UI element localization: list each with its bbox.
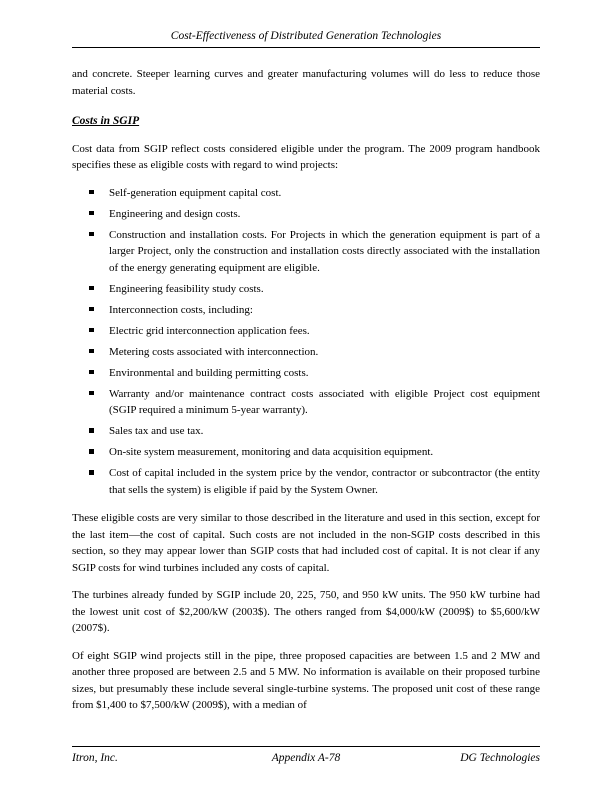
list-item xyxy=(72,365,540,382)
list-item xyxy=(72,185,540,202)
list-item xyxy=(72,302,540,319)
document-title: Cost-Effectiveness of Distributed Generation Technologies xyxy=(170,30,442,42)
list-item-text: Construction and installation costs. For Projects in which the generation equipment is part of a larger Project, only the construction and installation costs directly associated with the installation of the energy generating equipment are eligible. xyxy=(109,228,540,274)
list-item-text: Engineering and design costs. xyxy=(109,207,241,220)
list-item xyxy=(72,323,540,340)
page-header xyxy=(72,30,540,48)
list-item-text: Engineering feasibility study costs. xyxy=(109,282,264,295)
list-item xyxy=(72,227,540,277)
list-item xyxy=(72,465,540,498)
list-item-text: Metering costs associated with interconnection. xyxy=(109,345,319,358)
list-item xyxy=(72,423,540,440)
bullet-square-icon xyxy=(89,391,94,396)
bullet-square-icon xyxy=(89,428,94,433)
paragraph-intro: and concrete. Steeper learning curves and greater manufacturing volumes will do less to reduce those material costs. xyxy=(72,68,540,97)
page-content xyxy=(72,48,540,746)
footer-company: Itron, Inc. xyxy=(72,752,118,764)
bullet-square-icon xyxy=(89,286,94,291)
list-item-text: Cost of capital included in the system price by the vendor, contractor or subcontractor (the entity that sells the system) is eligible if paid by the System Owner. xyxy=(109,467,540,496)
list-item xyxy=(72,444,540,461)
footer-section: DG Technologies xyxy=(460,752,540,764)
list-item xyxy=(72,344,540,361)
list-item-text: Interconnection costs, including: xyxy=(109,303,253,316)
list-item xyxy=(72,386,540,419)
bullet-square-icon xyxy=(89,370,94,375)
section-heading-costs-in-sgip: Costs in SGIP xyxy=(72,115,140,127)
bullet-square-icon xyxy=(89,232,94,237)
bullet-square-icon xyxy=(89,349,94,354)
bullet-square-icon xyxy=(89,328,94,333)
bullet-square-icon xyxy=(89,449,94,454)
list-item-text: On-site system measurement, monitoring and data acquisition equipment. xyxy=(109,446,434,458)
list-item-text: Warranty and/or maintenance contract costs associated with eligible Project cost equipment (SGIP required a minimum 5-year warranty). xyxy=(109,387,540,416)
list-item xyxy=(72,281,540,298)
bullet-square-icon xyxy=(89,307,94,312)
list-item-text: Sales tax and use tax. xyxy=(109,425,204,437)
list-item-text: Electric grid interconnection application fees. xyxy=(109,324,310,337)
list-item xyxy=(72,206,540,223)
paragraph-similar-costs: These eligible costs are very similar to those described in the literature and used in this section, except for the last item—the cost of capital. Such costs are not included in the non-SGIP costs described in this section, so they may appear lower than SGIP costs that had included cost of capital. It is not clear if any SGIP costs for wind turbines included any costs of capital. xyxy=(72,512,540,574)
page-footer xyxy=(72,746,540,764)
footer-page-label: Appendix A-78 xyxy=(271,752,341,764)
paragraph-pipeline-projects: Of eight SGIP wind projects still in the pipe, three proposed capacities are between 1.5 and 2 MW and another three proposed are between 2.5 and 5 MW. No information is available on their proposed turbine sizes, but presumably these include several single-turbine systems. The proposed unit cost of these range from $1,400 to $7,500/kW (2009$), with a median of xyxy=(72,649,540,711)
eligible-costs-list xyxy=(72,185,540,499)
bullet-square-icon xyxy=(89,470,94,475)
paragraph-funded-turbines: The turbines already funded by SGIP include 20, 225, 750, and 950 kW units. The 950 kW turbine had the lowest unit cost of $2,200/kW (2003$). The others ranged from $4,000/kW (2009$) to $5,600/kW (2007$). xyxy=(72,589,540,634)
paragraph-cost-data: Cost data from SGIP reflect costs considered eligible under the program. The 2009 program handbook specifies these as eligible costs with regard to wind projects: xyxy=(72,142,540,171)
bullet-square-icon xyxy=(89,190,94,195)
list-item-text: Self-generation equipment capital cost. xyxy=(109,186,282,199)
list-item-text: Environmental and building permitting costs. xyxy=(109,366,309,379)
bullet-square-icon xyxy=(89,211,94,216)
